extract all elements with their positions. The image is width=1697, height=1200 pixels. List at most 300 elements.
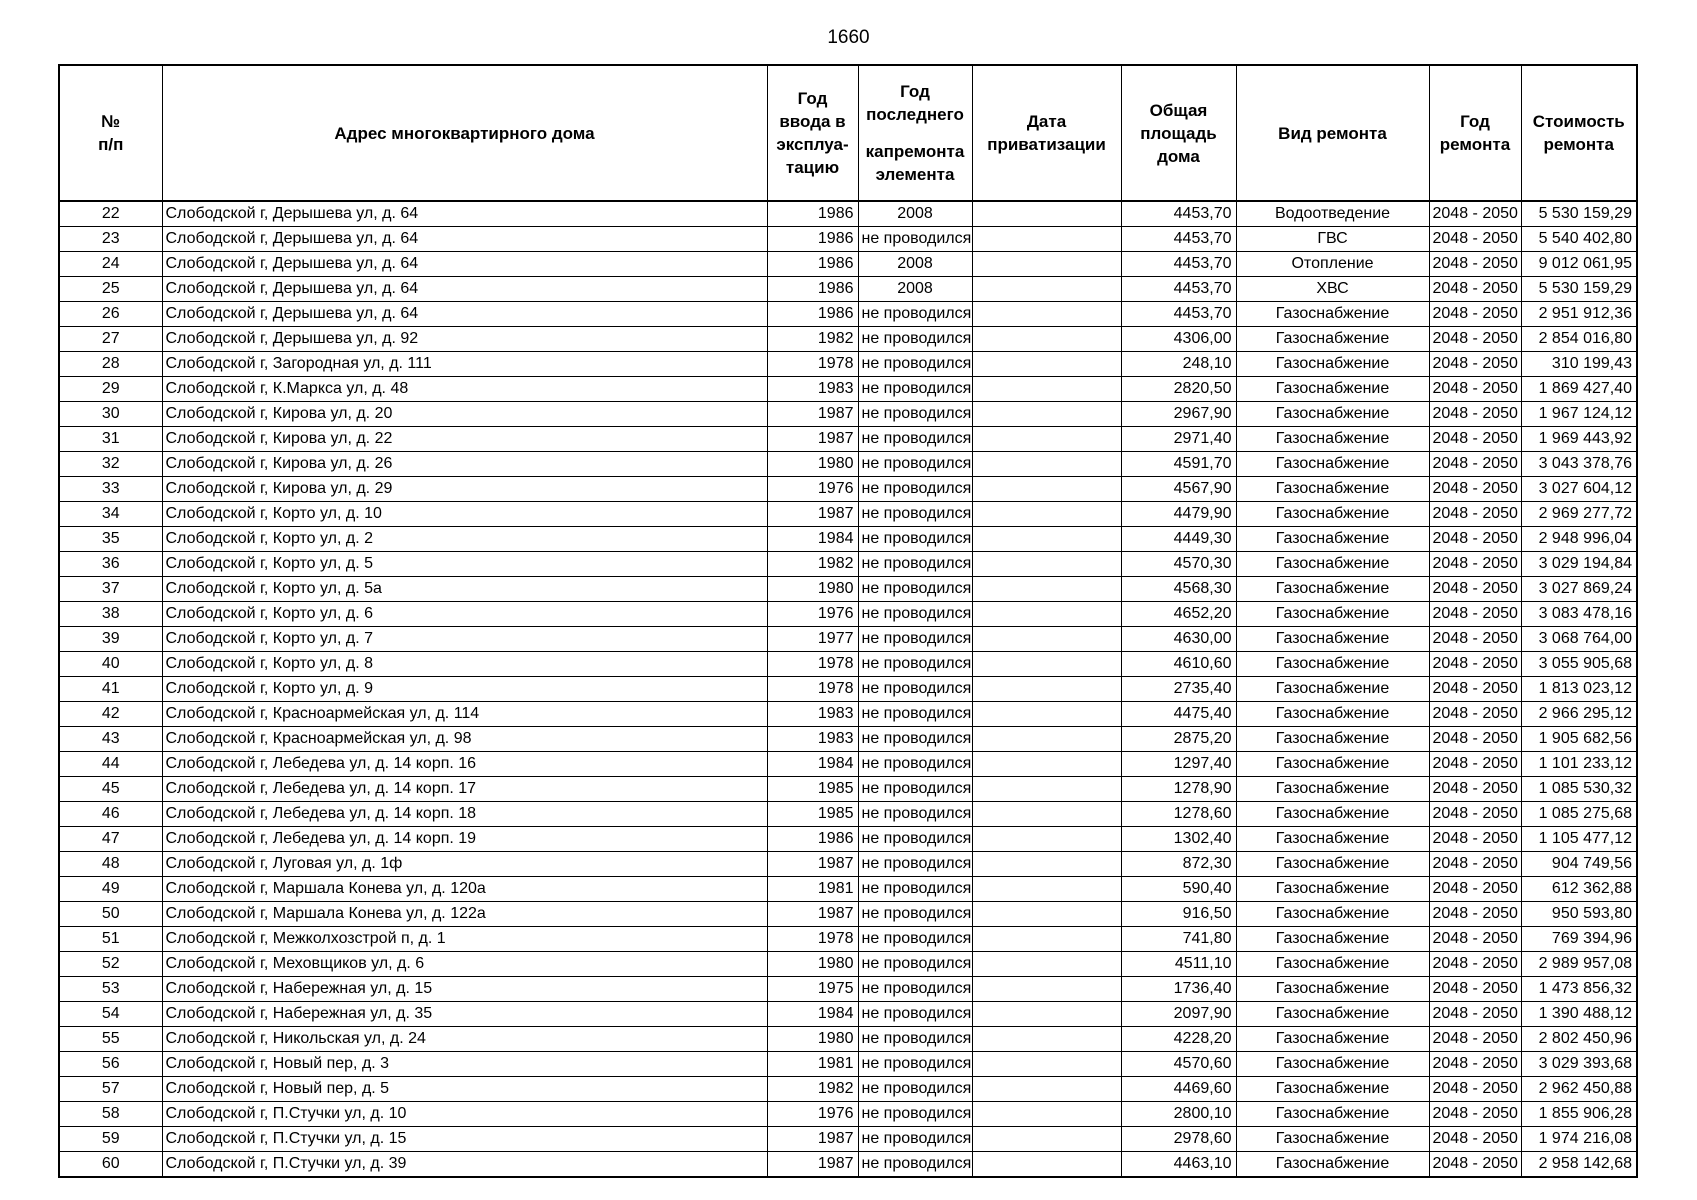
cell-num: 25 — [59, 277, 162, 302]
cell-year-built: 1987 — [767, 852, 858, 877]
cell-cost: 2 802 450,96 — [1521, 1027, 1637, 1052]
cell-address: Слободской г, Корто ул, д. 8 — [162, 652, 767, 677]
cell-repair-type: Газоснабжение — [1236, 1002, 1429, 1027]
cell-area: 4610,60 — [1121, 652, 1236, 677]
cell-area: 4453,70 — [1121, 252, 1236, 277]
cell-year-built: 1976 — [767, 602, 858, 627]
cell-num: 48 — [59, 852, 162, 877]
cell-repair-year: 2048 - 2050 — [1429, 477, 1521, 502]
cell-last-repair: не проводился — [858, 652, 972, 677]
cell-year-built: 1987 — [767, 902, 858, 927]
cell-repair-type: Газоснабжение — [1236, 877, 1429, 902]
header-cost: Стоимость ремонта — [1521, 65, 1637, 201]
cell-cost: 1 869 427,40 — [1521, 377, 1637, 402]
cell-area: 2800,10 — [1121, 1102, 1236, 1127]
cell-last-repair: не проводился — [858, 927, 972, 952]
table-row — [59, 577, 1637, 602]
cell-area: 4479,90 — [1121, 502, 1236, 527]
cell-cost: 5 540 402,80 — [1521, 227, 1637, 252]
cell-area: 4511,10 — [1121, 952, 1236, 977]
cell-num: 49 — [59, 877, 162, 902]
cell-cost: 1 105 477,12 — [1521, 827, 1637, 852]
cell-last-repair: не проводился — [858, 1127, 972, 1152]
table-row — [59, 527, 1637, 552]
cell-last-repair: не проводился — [858, 327, 972, 352]
cell-privatization — [972, 377, 1121, 402]
cell-cost: 5 530 159,29 — [1521, 277, 1637, 302]
cell-privatization — [972, 227, 1121, 252]
cell-address: Слободской г, Дерышева ул, д. 64 — [162, 252, 767, 277]
cell-address: Слободской г, П.Стучки ул, д. 10 — [162, 1102, 767, 1127]
cell-repair-year: 2048 - 2050 — [1429, 727, 1521, 752]
cell-year-built: 1982 — [767, 327, 858, 352]
cell-area: 2967,90 — [1121, 402, 1236, 427]
cell-repair-type: Газоснабжение — [1236, 902, 1429, 927]
header-repair-type: Вид ремонта — [1236, 65, 1429, 201]
cell-repair-year: 2048 - 2050 — [1429, 1002, 1521, 1027]
cell-num: 26 — [59, 302, 162, 327]
header-row — [59, 65, 1637, 201]
table-row — [59, 602, 1637, 627]
cell-year-built: 1982 — [767, 1077, 858, 1102]
cell-address: Слободской г, Корто ул, д. 10 — [162, 502, 767, 527]
cell-repair-type: Газоснабжение — [1236, 677, 1429, 702]
table-row — [59, 752, 1637, 777]
cell-address: Слободской г, Дерышева ул, д. 64 — [162, 277, 767, 302]
cell-area: 4449,30 — [1121, 527, 1236, 552]
cell-last-repair: не проводился — [858, 452, 972, 477]
cell-cost: 3 043 378,76 — [1521, 452, 1637, 477]
cell-privatization — [972, 427, 1121, 452]
cell-last-repair: не проводился — [858, 427, 972, 452]
cell-privatization — [972, 677, 1121, 702]
cell-repair-year: 2048 - 2050 — [1429, 677, 1521, 702]
cell-year-built: 1987 — [767, 1152, 858, 1178]
cell-address: Слободской г, Дерышева ул, д. 64 — [162, 201, 767, 227]
cell-area: 1736,40 — [1121, 977, 1236, 1002]
cell-last-repair: не проводился — [858, 527, 972, 552]
cell-area: 2820,50 — [1121, 377, 1236, 402]
repair-table — [58, 64, 1638, 1178]
cell-last-repair: не проводился — [858, 1027, 972, 1052]
cell-area: 2978,60 — [1121, 1127, 1236, 1152]
cell-num: 35 — [59, 527, 162, 552]
cell-repair-year: 2048 - 2050 — [1429, 977, 1521, 1002]
cell-year-built: 1980 — [767, 452, 858, 477]
cell-num: 39 — [59, 627, 162, 652]
cell-address: Слободской г, Новый пер, д. 5 — [162, 1077, 767, 1102]
cell-address: Слободской г, П.Стучки ул, д. 15 — [162, 1127, 767, 1152]
table-row — [59, 1102, 1637, 1127]
cell-num: 52 — [59, 952, 162, 977]
cell-repair-type: Газоснабжение — [1236, 427, 1429, 452]
cell-repair-type: Газоснабжение — [1236, 1152, 1429, 1178]
cell-repair-type: Газоснабжение — [1236, 1077, 1429, 1102]
cell-repair-year: 2048 - 2050 — [1429, 1077, 1521, 1102]
cell-repair-year: 2048 - 2050 — [1429, 402, 1521, 427]
cell-num: 33 — [59, 477, 162, 502]
cell-last-repair: не проводился — [858, 402, 972, 427]
cell-repair-type: Газоснабжение — [1236, 852, 1429, 877]
table-row — [59, 1027, 1637, 1052]
cell-cost: 1 855 906,28 — [1521, 1102, 1637, 1127]
cell-cost: 2 951 912,36 — [1521, 302, 1637, 327]
cell-year-built: 1980 — [767, 577, 858, 602]
cell-cost: 950 593,80 — [1521, 902, 1637, 927]
cell-num: 44 — [59, 752, 162, 777]
cell-year-built: 1978 — [767, 352, 858, 377]
cell-privatization — [972, 927, 1121, 952]
cell-repair-type: Газоснабжение — [1236, 602, 1429, 627]
table-row — [59, 852, 1637, 877]
cell-cost: 3 027 869,24 — [1521, 577, 1637, 602]
table-row — [59, 927, 1637, 952]
cell-cost: 1 101 233,12 — [1521, 752, 1637, 777]
cell-repair-type: Газоснабжение — [1236, 352, 1429, 377]
cell-cost: 769 394,96 — [1521, 927, 1637, 952]
cell-year-built: 1980 — [767, 1027, 858, 1052]
cell-area: 4567,90 — [1121, 477, 1236, 502]
cell-privatization — [972, 602, 1121, 627]
cell-num: 46 — [59, 802, 162, 827]
cell-repair-year: 2048 - 2050 — [1429, 552, 1521, 577]
cell-repair-type: Газоснабжение — [1236, 1027, 1429, 1052]
cell-address: Слободской г, Корто ул, д. 6 — [162, 602, 767, 627]
table-row — [59, 952, 1637, 977]
cell-area: 4306,00 — [1121, 327, 1236, 352]
cell-year-built: 1986 — [767, 277, 858, 302]
cell-repair-type: Газоснабжение — [1236, 977, 1429, 1002]
table-row — [59, 352, 1637, 377]
cell-num: 42 — [59, 702, 162, 727]
table-row — [59, 877, 1637, 902]
cell-last-repair: 2008 — [858, 201, 972, 227]
cell-num: 32 — [59, 452, 162, 477]
cell-privatization — [972, 452, 1121, 477]
cell-cost: 1 967 124,12 — [1521, 402, 1637, 427]
header-privatization: Дата приватизации — [972, 65, 1121, 201]
cell-year-built: 1981 — [767, 1052, 858, 1077]
cell-num: 53 — [59, 977, 162, 1002]
cell-repair-type: Газоснабжение — [1236, 927, 1429, 952]
cell-repair-year: 2048 - 2050 — [1429, 777, 1521, 802]
header-year-built: Год ввода в эксплуа- тацию — [767, 65, 858, 201]
cell-address: Слободской г, Лебедева ул, д. 14 корп. 19 — [162, 827, 767, 852]
cell-address: Слободской г, Никольская ул, д. 24 — [162, 1027, 767, 1052]
cell-cost: 3 029 194,84 — [1521, 552, 1637, 577]
cell-privatization — [972, 402, 1121, 427]
cell-repair-type: Газоснабжение — [1236, 402, 1429, 427]
table-row — [59, 677, 1637, 702]
cell-year-built: 1981 — [767, 877, 858, 902]
cell-cost: 3 068 764,00 — [1521, 627, 1637, 652]
cell-cost: 1 969 443,92 — [1521, 427, 1637, 452]
cell-address: Слободской г, К.Маркса ул, д. 48 — [162, 377, 767, 402]
cell-repair-year: 2048 - 2050 — [1429, 327, 1521, 352]
cell-privatization — [972, 727, 1121, 752]
cell-repair-year: 2048 - 2050 — [1429, 527, 1521, 552]
cell-num: 34 — [59, 502, 162, 527]
cell-privatization — [972, 1077, 1121, 1102]
cell-cost: 1 085 275,68 — [1521, 802, 1637, 827]
cell-repair-type: Газоснабжение — [1236, 477, 1429, 502]
cell-repair-type: Газоснабжение — [1236, 952, 1429, 977]
cell-last-repair: не проводился — [858, 777, 972, 802]
cell-cost: 1 085 530,32 — [1521, 777, 1637, 802]
cell-cost: 2 966 295,12 — [1521, 702, 1637, 727]
cell-num: 27 — [59, 327, 162, 352]
cell-last-repair: 2008 — [858, 277, 972, 302]
cell-address: Слободской г, Дерышева ул, д. 64 — [162, 302, 767, 327]
cell-area: 1297,40 — [1121, 752, 1236, 777]
table-row — [59, 227, 1637, 252]
cell-area: 2097,90 — [1121, 1002, 1236, 1027]
cell-year-built: 1980 — [767, 952, 858, 977]
cell-last-repair: не проводился — [858, 352, 972, 377]
cell-last-repair: не проводился — [858, 1052, 972, 1077]
cell-area: 872,30 — [1121, 852, 1236, 877]
cell-repair-type: Газоснабжение — [1236, 377, 1429, 402]
cell-last-repair: не проводился — [858, 702, 972, 727]
cell-area: 4570,60 — [1121, 1052, 1236, 1077]
cell-cost: 2 958 142,68 — [1521, 1152, 1637, 1178]
cell-address: Слободской г, Кирова ул, д. 29 — [162, 477, 767, 502]
cell-repair-type: Газоснабжение — [1236, 777, 1429, 802]
cell-num: 50 — [59, 902, 162, 927]
cell-year-built: 1986 — [767, 227, 858, 252]
cell-area: 4652,20 — [1121, 602, 1236, 627]
cell-repair-type: Газоснабжение — [1236, 527, 1429, 552]
cell-repair-year: 2048 - 2050 — [1429, 877, 1521, 902]
cell-repair-type: Газоснабжение — [1236, 552, 1429, 577]
cell-last-repair: не проводился — [858, 627, 972, 652]
cell-year-built: 1985 — [767, 777, 858, 802]
cell-address: Слободской г, Маршала Конева ул, д. 122а — [162, 902, 767, 927]
cell-repair-type: Газоснабжение — [1236, 827, 1429, 852]
cell-repair-year: 2048 - 2050 — [1429, 1152, 1521, 1178]
table-row — [59, 427, 1637, 452]
cell-cost: 2 989 957,08 — [1521, 952, 1637, 977]
cell-repair-type: Отопление — [1236, 252, 1429, 277]
cell-address: Слободской г, Маршала Конева ул, д. 120а — [162, 877, 767, 902]
cell-address: Слободской г, Лебедева ул, д. 14 корп. 17 — [162, 777, 767, 802]
cell-last-repair: не проводился — [858, 552, 972, 577]
table-row — [59, 1127, 1637, 1152]
cell-area: 741,80 — [1121, 927, 1236, 952]
cell-num: 58 — [59, 1102, 162, 1127]
cell-repair-year: 2048 - 2050 — [1429, 752, 1521, 777]
cell-year-built: 1983 — [767, 702, 858, 727]
cell-repair-year: 2048 - 2050 — [1429, 427, 1521, 452]
cell-repair-year: 2048 - 2050 — [1429, 502, 1521, 527]
cell-privatization — [972, 277, 1121, 302]
cell-address: Слободской г, Корто ул, д. 9 — [162, 677, 767, 702]
cell-year-built: 1976 — [767, 477, 858, 502]
cell-repair-year: 2048 - 2050 — [1429, 652, 1521, 677]
cell-area: 1302,40 — [1121, 827, 1236, 852]
cell-privatization — [972, 752, 1121, 777]
cell-repair-year: 2048 - 2050 — [1429, 802, 1521, 827]
cell-last-repair: не проводился — [858, 1077, 972, 1102]
cell-year-built: 1987 — [767, 427, 858, 452]
cell-repair-year: 2048 - 2050 — [1429, 277, 1521, 302]
header-repair-year: Год ремонта — [1429, 65, 1521, 201]
table-row — [59, 452, 1637, 477]
table-row — [59, 827, 1637, 852]
cell-last-repair: не проводился — [858, 827, 972, 852]
cell-cost: 1 813 023,12 — [1521, 677, 1637, 702]
cell-privatization — [972, 327, 1121, 352]
cell-privatization — [972, 552, 1121, 577]
table-row — [59, 1052, 1637, 1077]
cell-area: 4469,60 — [1121, 1077, 1236, 1102]
page-number: 1660 — [827, 27, 870, 48]
table-body — [59, 201, 1637, 1177]
cell-cost: 2 854 016,80 — [1521, 327, 1637, 352]
cell-num: 41 — [59, 677, 162, 702]
cell-privatization — [972, 977, 1121, 1002]
cell-num: 47 — [59, 827, 162, 852]
cell-area: 4570,30 — [1121, 552, 1236, 577]
cell-repair-year: 2048 - 2050 — [1429, 302, 1521, 327]
table-row — [59, 1077, 1637, 1102]
cell-address: Слободской г, Луговая ул, д. 1ф — [162, 852, 767, 877]
cell-cost: 3 027 604,12 — [1521, 477, 1637, 502]
cell-cost: 3 055 905,68 — [1521, 652, 1637, 677]
cell-repair-year: 2048 - 2050 — [1429, 927, 1521, 952]
cell-address: Слободской г, Красноармейская ул, д. 114 — [162, 702, 767, 727]
cell-cost: 9 012 061,95 — [1521, 252, 1637, 277]
cell-year-built: 1977 — [767, 627, 858, 652]
cell-area: 916,50 — [1121, 902, 1236, 927]
cell-year-built: 1983 — [767, 377, 858, 402]
cell-repair-year: 2048 - 2050 — [1429, 352, 1521, 377]
cell-repair-type: Газоснабжение — [1236, 1127, 1429, 1152]
cell-year-built: 1987 — [767, 402, 858, 427]
cell-repair-year: 2048 - 2050 — [1429, 702, 1521, 727]
cell-year-built: 1984 — [767, 1002, 858, 1027]
cell-num: 56 — [59, 1052, 162, 1077]
cell-last-repair: не проводился — [858, 977, 972, 1002]
cell-year-built: 1986 — [767, 252, 858, 277]
cell-num: 43 — [59, 727, 162, 752]
cell-repair-year: 2048 - 2050 — [1429, 227, 1521, 252]
cell-area: 4228,20 — [1121, 1027, 1236, 1052]
cell-area: 4453,70 — [1121, 302, 1236, 327]
cell-repair-year: 2048 - 2050 — [1429, 602, 1521, 627]
cell-repair-year: 2048 - 2050 — [1429, 452, 1521, 477]
cell-last-repair: не проводился — [858, 802, 972, 827]
table-row — [59, 777, 1637, 802]
cell-privatization — [972, 1002, 1121, 1027]
cell-address: Слободской г, Дерышева ул, д. 92 — [162, 327, 767, 352]
cell-num: 37 — [59, 577, 162, 602]
cell-repair-year: 2048 - 2050 — [1429, 1102, 1521, 1127]
cell-address: Слободской г, Меховщиков ул, д. 6 — [162, 952, 767, 977]
cell-privatization — [972, 952, 1121, 977]
table-row — [59, 277, 1637, 302]
cell-privatization — [972, 1102, 1121, 1127]
cell-privatization — [972, 252, 1121, 277]
cell-year-built: 1987 — [767, 1127, 858, 1152]
cell-last-repair: не проводился — [858, 377, 972, 402]
cell-repair-type: Газоснабжение — [1236, 1102, 1429, 1127]
cell-repair-type: Газоснабжение — [1236, 627, 1429, 652]
cell-privatization — [972, 702, 1121, 727]
cell-privatization — [972, 627, 1121, 652]
cell-area: 1278,60 — [1121, 802, 1236, 827]
cell-repair-year: 2048 - 2050 — [1429, 1052, 1521, 1077]
cell-last-repair: не проводился — [858, 577, 972, 602]
table-row — [59, 1152, 1637, 1178]
cell-last-repair: не проводился — [858, 752, 972, 777]
cell-last-repair: не проводился — [858, 602, 972, 627]
table-row — [59, 327, 1637, 352]
cell-repair-type: Газоснабжение — [1236, 702, 1429, 727]
cell-area: 4568,30 — [1121, 577, 1236, 602]
cell-last-repair: не проводился — [858, 302, 972, 327]
cell-last-repair: не проводился — [858, 1102, 972, 1127]
cell-privatization — [972, 777, 1121, 802]
table-row — [59, 477, 1637, 502]
cell-num: 60 — [59, 1152, 162, 1178]
cell-privatization — [972, 527, 1121, 552]
cell-area: 2971,40 — [1121, 427, 1236, 452]
cell-privatization — [972, 302, 1121, 327]
cell-num: 54 — [59, 1002, 162, 1027]
cell-repair-type: ГВС — [1236, 227, 1429, 252]
cell-last-repair: не проводился — [858, 227, 972, 252]
cell-year-built: 1978 — [767, 652, 858, 677]
cell-address: Слободской г, Набережная ул, д. 35 — [162, 1002, 767, 1027]
cell-repair-type: Газоснабжение — [1236, 502, 1429, 527]
table-row — [59, 627, 1637, 652]
cell-num: 31 — [59, 427, 162, 452]
cell-num: 57 — [59, 1077, 162, 1102]
cell-address: Слободской г, Корто ул, д. 5 — [162, 552, 767, 577]
cell-num: 59 — [59, 1127, 162, 1152]
cell-address: Слободской г, Загородная ул, д. 111 — [162, 352, 767, 377]
cell-repair-year: 2048 - 2050 — [1429, 627, 1521, 652]
cell-area: 248,10 — [1121, 352, 1236, 377]
cell-last-repair: 2008 — [858, 252, 972, 277]
cell-address: Слободской г, Кирова ул, д. 22 — [162, 427, 767, 452]
cell-privatization — [972, 1052, 1121, 1077]
cell-last-repair: не проводился — [858, 502, 972, 527]
cell-privatization — [972, 827, 1121, 852]
cell-area: 4591,70 — [1121, 452, 1236, 477]
cell-repair-type: Газоснабжение — [1236, 452, 1429, 477]
cell-repair-type: Газоснабжение — [1236, 1052, 1429, 1077]
cell-privatization — [972, 652, 1121, 677]
table-row — [59, 802, 1637, 827]
cell-num: 29 — [59, 377, 162, 402]
table-row — [59, 902, 1637, 927]
cell-last-repair: не проводился — [858, 1152, 972, 1178]
cell-num: 23 — [59, 227, 162, 252]
cell-repair-year: 2048 - 2050 — [1429, 252, 1521, 277]
cell-privatization — [972, 477, 1121, 502]
header-num: № п/п — [59, 65, 162, 201]
cell-privatization — [972, 1027, 1121, 1052]
cell-cost: 1 473 856,32 — [1521, 977, 1637, 1002]
cell-repair-type: Газоснабжение — [1236, 752, 1429, 777]
table-row — [59, 201, 1637, 227]
cell-year-built: 1982 — [767, 552, 858, 577]
cell-privatization — [972, 902, 1121, 927]
cell-cost: 3 083 478,16 — [1521, 602, 1637, 627]
cell-last-repair: не проводился — [858, 1002, 972, 1027]
